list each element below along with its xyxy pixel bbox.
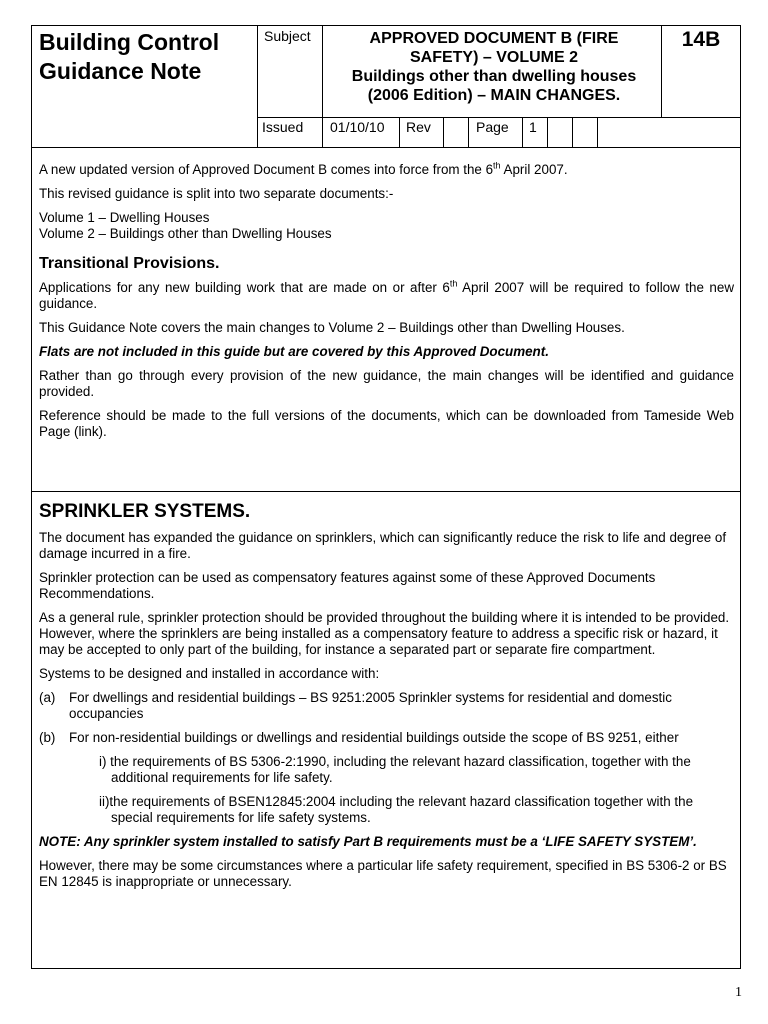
intro-p1-tail: April 2007. [500, 162, 568, 177]
page-label: Page [476, 119, 509, 135]
intro-paragraph-1 [39, 162, 734, 178]
sub-label-ii: ii) [99, 794, 110, 809]
page-value: 1 [529, 119, 537, 135]
header-table [31, 25, 741, 148]
subject-line-2: SAFETY) – VOLUME 2 [409, 49, 579, 66]
subject-line-1: APPROVED DOCUMENT B (FIRE [369, 30, 619, 47]
page-number: 1 [735, 985, 742, 1000]
guidance-code: 14B [681, 28, 721, 51]
sprinkler-heading: SPRINKLER SYSTEMS. [39, 501, 251, 522]
sprinkler-paragraph-3: As a general rule, sprinkler protection should be provided throughout the building where it is intended to be provided. However, where the sprinklers are being installed as a compensatory feature to address a specific risk or hazard, it may be accepted to only part of the building, for instance a separated part or separate fire compartment. [39, 610, 730, 657]
sprinkler-paragraph-2: Sprinkler protection can be used as compensatory features against some of these Approved Documents Recommendations. [39, 570, 656, 601]
sprinkler-paragraph-4: Systems to be designed and installed in accordance with: [39, 666, 380, 681]
list-text-b: For non-residential buildings or dwellings and residential buildings outside the scope of BS 9251, either [69, 730, 679, 745]
issued-value: 01/10/10 [330, 119, 385, 135]
subject-text [328, 29, 660, 105]
flats-note: Flats are not included in this guide but are covered by this Approved Document. [39, 344, 549, 359]
document-title [39, 28, 219, 86]
list-item-b [39, 730, 734, 746]
sub-text-i: the requirements of BS 5306-2:1990, including the relevant hazard classification, together with the additional requirements for life safety. [110, 754, 691, 785]
intro-section [31, 147, 741, 492]
volume-2-line: Volume 2 – Buildings other than Dwelling Houses [39, 226, 332, 241]
list-label-a: (a) [39, 690, 56, 705]
sub-label-i: i) [99, 754, 107, 769]
sub-item-ii [69, 794, 734, 826]
transitional-heading: Transitional Provisions. [39, 255, 220, 272]
rev-label: Rev [406, 119, 431, 135]
sprinkler-paragraph-5: However, there may be some circumstances where a particular life safety requirement, specified in BS 5306-2 or BS EN 12845 is inappropriate or unnecessary. [39, 858, 727, 889]
list-item-a [39, 690, 734, 722]
intro-paragraph-4: This Guidance Note covers the main changes to Volume 2 – Buildings other than Dwelling Houses. [39, 320, 625, 335]
sprinkler-paragraph-1: The document has expanded the guidance on sprinklers, which can significantly reduce the risk to life and degree of damage incurred in a fire. [39, 530, 727, 561]
intro-p3-text: Applications for any new building work that are made on or after 6 [39, 280, 450, 295]
sprinkler-section [31, 491, 741, 969]
subject-label: Subject [264, 28, 311, 44]
sub-text-ii: the requirements of BSEN12845:2004 including the relevant hazard classification together with the special requirements for life safety systems. [109, 794, 694, 825]
title-line-2: Guidance Note [39, 58, 202, 84]
sub-item-i [69, 754, 734, 786]
intro-p3-tail: April 2007 will be required to follow the new guidance. [39, 280, 734, 311]
intro-p3-sup: th [449, 278, 458, 289]
intro-p1-sup: th [493, 160, 501, 171]
volume-1-line: Volume 1 – Dwelling Houses [39, 210, 210, 225]
intro-paragraph-7: Reference should be made to the full versions of the documents, which can be downloaded from Tameside Web Page (link). [39, 408, 734, 439]
intro-paragraph-2: This revised guidance is split into two separate documents:- [39, 186, 394, 201]
intro-paragraph-3 [39, 280, 734, 312]
life-safety-note: NOTE: Any sprinkler system installed to satisfy Part B requirements must be a ‘LIFE SAFETY SYSTEM’. [39, 834, 697, 849]
title-line-1: Building Control [39, 29, 220, 55]
list-text-a: For dwellings and residential buildings – BS 9251:2005 Sprinkler systems for residential and domestic occupancies [69, 690, 672, 721]
intro-p1-text: A new updated version of Approved Document B comes into force from the 6 [39, 162, 494, 177]
subject-line-4: (2006 Edition) – MAIN CHANGES. [367, 87, 621, 104]
issued-label: Issued [262, 119, 304, 135]
subject-line-3: Buildings other than dwelling houses [351, 68, 637, 85]
intro-paragraph-6: Rather than go through every provision of the new guidance, the main changes will be identified and guidance provided. [39, 368, 734, 399]
list-label-b: (b) [39, 730, 56, 745]
